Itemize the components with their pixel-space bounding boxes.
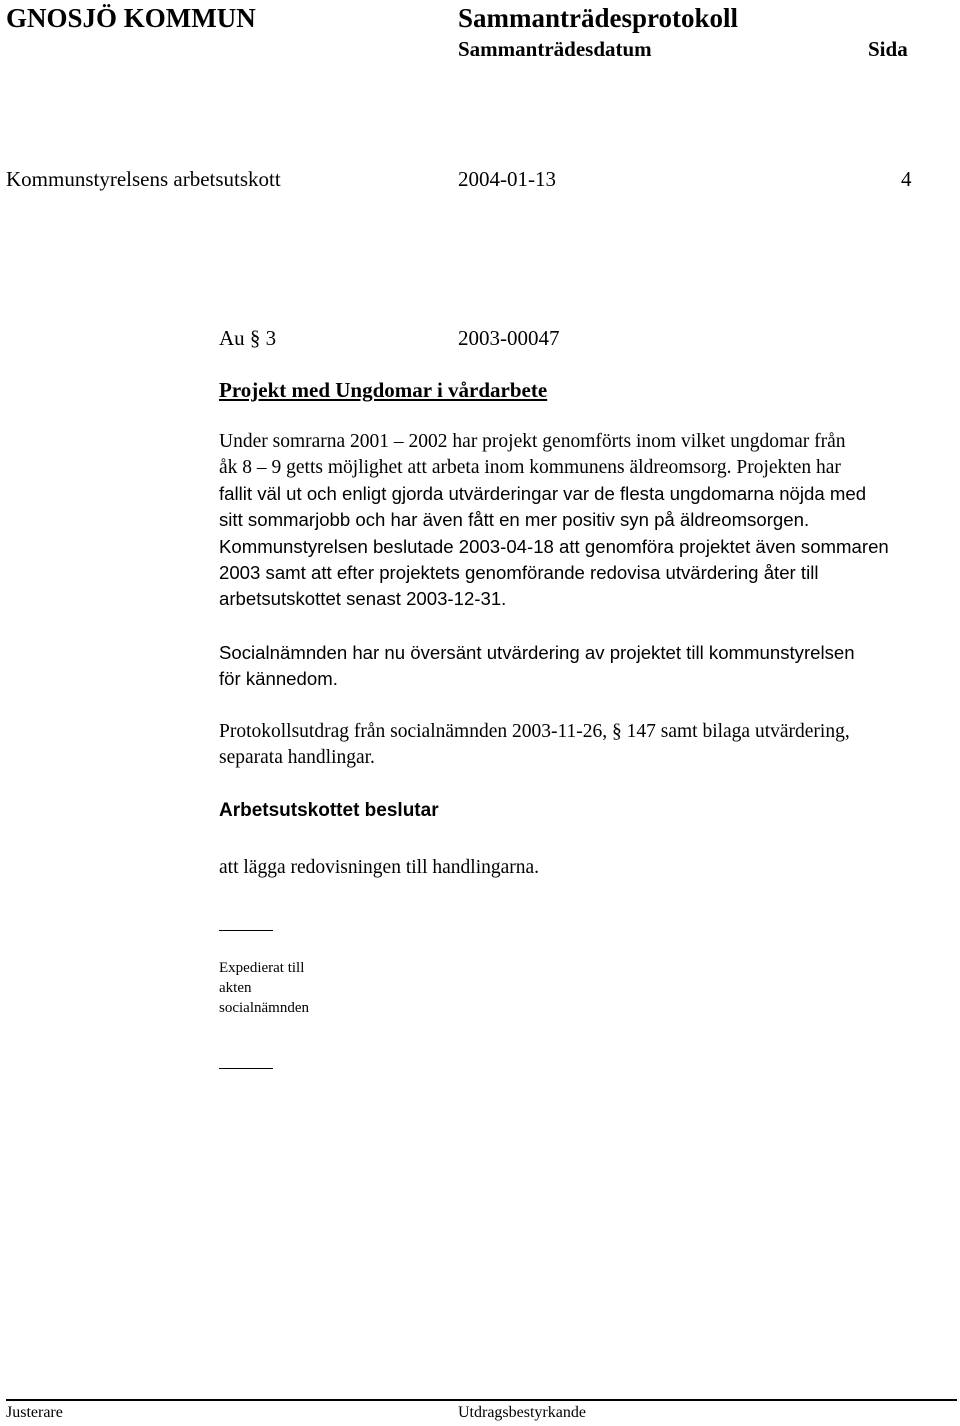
paragraph-1-part-b (219, 481, 954, 612)
case-paragraph: Au § 3 (219, 326, 277, 350)
paragraph-line: Socialnämnden har nu översänt utvärdering av projektet till kommunstyrelsen (219, 642, 855, 663)
paragraph-3 (219, 719, 954, 772)
paragraph-line: Under somrarna 2001 – 2002 har projekt genomförts inom vilket ungdomar från (219, 431, 846, 452)
page-number: 4 (901, 167, 912, 191)
committee-name: Kommunstyrelsens arbetsutskott (6, 167, 281, 191)
dispatch-item: akten (219, 980, 252, 996)
dispatch-item: Expedierat till (219, 960, 305, 976)
meeting-date-label: Sammanträdesdatum (458, 37, 652, 61)
footer-adjuster-label: Justerare (6, 1404, 63, 1421)
paragraph-line: fallit väl ut och enligt gjorda utvärderingar var de flesta ungdomarna nöjda med (219, 483, 867, 504)
footer-divider (6, 1399, 957, 1401)
organization-name: GNOSJÖ KOMMUN (6, 3, 256, 33)
paragraph-line: sitt sommarjobb och har även fått en mer positiv syn på äldreomsorgen. (219, 509, 810, 531)
case-number: 2003-00047 (458, 326, 560, 350)
paragraph-line: separata handlingar. (219, 747, 375, 769)
decision-text: att lägga redovisningen till handlingarna. (219, 857, 540, 878)
dispatch-item: socialnämnden (219, 1000, 309, 1016)
paragraph-line: arbetsutskottet senast 2003-12-31. (219, 588, 507, 610)
meeting-date: 2004-01-13 (458, 167, 556, 191)
page-label: Sida (868, 37, 908, 61)
divider (219, 930, 273, 931)
case-title: Projekt med Ungdomar i vårdarbete (219, 378, 548, 402)
paragraph-1-part-a (219, 429, 954, 482)
paragraph-line: åk 8 – 9 getts möjlighet att arbeta inom kommunens äldreomsorg. Projekten har (219, 457, 841, 479)
paragraph-2 (219, 640, 954, 693)
footer-certification-label: Utdragsbestyrkande (458, 1404, 586, 1421)
paragraph-line: 2003 samt att efter projektets genomförande redovisa utvärdering åter till (219, 561, 819, 583)
decision-heading: Arbetsutskottet beslutar (219, 800, 439, 821)
dispatch-list (219, 958, 309, 1018)
divider (219, 1068, 273, 1069)
document-type-title: Sammanträdesprotokoll (458, 3, 739, 33)
paragraph-line: Protokollsutdrag från socialnämnden 2003-11-26, § 147 samt bilaga utvärdering, (219, 721, 850, 742)
paragraph-line: för kännedom. (219, 668, 338, 690)
paragraph-line: Kommunstyrelsen beslutade 2003-04-18 att genomföra projektet även sommaren (219, 535, 889, 557)
